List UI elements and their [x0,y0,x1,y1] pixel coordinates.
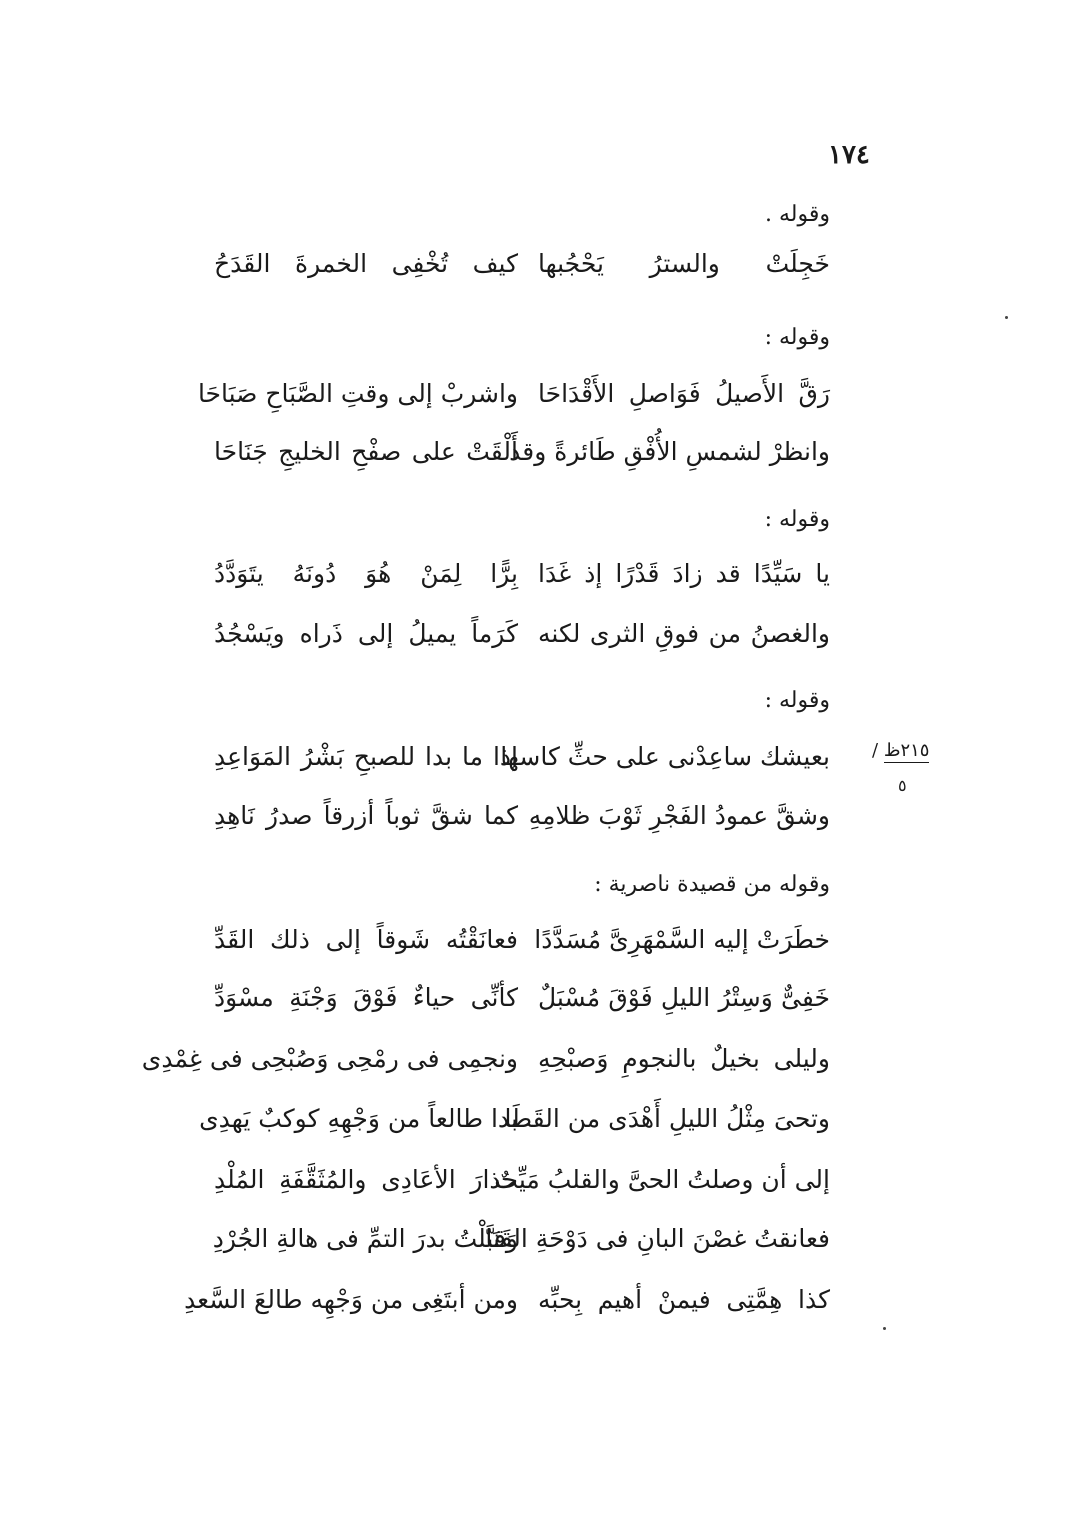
section-heading: وقوله . [765,202,830,227]
verse-first-hemistich: وشقَّ عمودُ الفَجْرِ ثَوْبَ ظلامِهِ [528,801,830,830]
verse-line [0,1276,1068,1324]
folio-number: ٢١٥ [900,740,930,761]
verse-second-hemistich: واشربْ إلى وقتِ الصَّبَاحِ صَبَاحَا [197,379,518,408]
scan-speck [1005,316,1008,319]
section-heading: وقوله : [764,325,830,350]
verse-first-hemistich: يا سَيِّدًا قد زادَ قَدْرًا إذ غَدَا [538,559,830,588]
verse-second-hemistich: كأنِّى حياءٌ فَوْقَ وَجْنَةِ مسْوَدِّ [214,983,518,1012]
verse-line [0,1215,1068,1263]
verse-line [0,1156,1068,1204]
scan-speck [883,1327,886,1330]
verse-line [0,1095,1068,1143]
verse-line [0,370,1068,418]
verse-line [0,428,1068,476]
verse-first-hemistich: كذا هِمَّتِى فيمنْ أهيم بِحبِّه [538,1285,830,1314]
verse-first-hemistich: وانظرْ لشمسِ الأُفْقِ طَائرةً وقد [509,437,830,466]
verse-first-hemistich: وتحىَ مِثْلُ الليلِ أَهْدَى من القَطَا [504,1104,830,1133]
verse-second-hemistich: أَلْقَتْ على صفْحِ الخليجِ جَنَاحَا [214,437,518,466]
verse-second-hemistich: وَقبَّلْتُ بدرَ التمِّ فى هالةِ الجُرْدِ [212,1224,518,1253]
folio-slash: / [872,740,879,761]
verse-second-hemistich: فعانَقْتُه شَوقاً إلى ذلك القَدِّ [214,925,518,954]
section-heading: وقوله : [764,507,830,532]
page-number: ١٧٤ [828,140,870,170]
verse-first-hemistich: وليلى بخيلٌ بالنجومِ وَصبْحِهِ [538,1044,830,1073]
verse-second-hemistich: إذا ما بدا للصبحِ بَشْرُ المَوَاعِدِ [214,742,518,771]
verse-second-hemistich: ومن أبتَغِى من وَجْهِه طالعَ السَّعدِ [184,1285,518,1314]
line-number: ٥ [898,776,907,795]
verse-first-hemistich: فعانقتُ غصْنَ البانِ فى دَوْحَةِ القَنَا [485,1224,830,1253]
verse-line [0,974,1068,1022]
verse-second-hemistich: كيف تُخْفِى الخمرةَ القَدَحُ [214,249,518,278]
verse-line [0,1035,1068,1083]
verse-second-hemistich: حذارَ الأعَادِى والمُثَقَّفَةِ المُلْدِ [214,1165,518,1194]
section-heading: وقوله من قصيدة ناصرية : [594,872,830,897]
verse-first-hemistich: إلى أن وصلتُ الحىَّ والقلبُ مَيِّتٌ [494,1165,830,1194]
section-heading: وقوله : [764,688,830,713]
verse-line [0,240,1068,288]
verse-first-hemistich: خَجِلَتْ والسترُ يَحْجُبها [538,249,830,278]
verse-line [0,550,1068,598]
verse-line [0,916,1068,964]
verse-second-hemistich: ونجمِى فى رمْحِى وَصُبْحِى فى غِمْدِى [141,1044,518,1073]
verse-line [0,610,1068,658]
verse-line [0,792,1068,840]
verse-second-hemistich: بِرًّا لِمَنْ هُوَ دُونَهُ يتَوَدَّدُ [214,559,518,588]
verse-first-hemistich: خطَرَتْ إليه السَّمْهَرِىَّ مُسَدَّدًا [534,925,830,954]
folio-side: ظ [883,740,901,761]
verse-first-hemistich: بعيشك ساعِدْنى على حثِّ كاسها [500,742,830,771]
verse-second-hemistich: كَرَماً يميلُ إلى ذَراه ويَسْجُدُ [214,619,518,648]
verse-line [0,733,1068,781]
verse-first-hemistich: والغصنُ من فوقِ الثرى لكنه [538,619,830,648]
verse-second-hemistich: كما شقَّ ثوباً أزرقاً صدرُ نَاهِدِ [214,801,518,830]
verse-second-hemistich: بدا طالعاً من وَجْهِهِ كوكبٌ يَهدِى [199,1104,518,1133]
verse-first-hemistich: رَقَّ الأَصيلُ فَوَاصلِ الأَقْدَاحَا [538,379,830,408]
verse-first-hemistich: خَفِىٌّ وَسِتْرُ الليلِ فَوْقَ مُسْبَلٌ [538,983,830,1012]
